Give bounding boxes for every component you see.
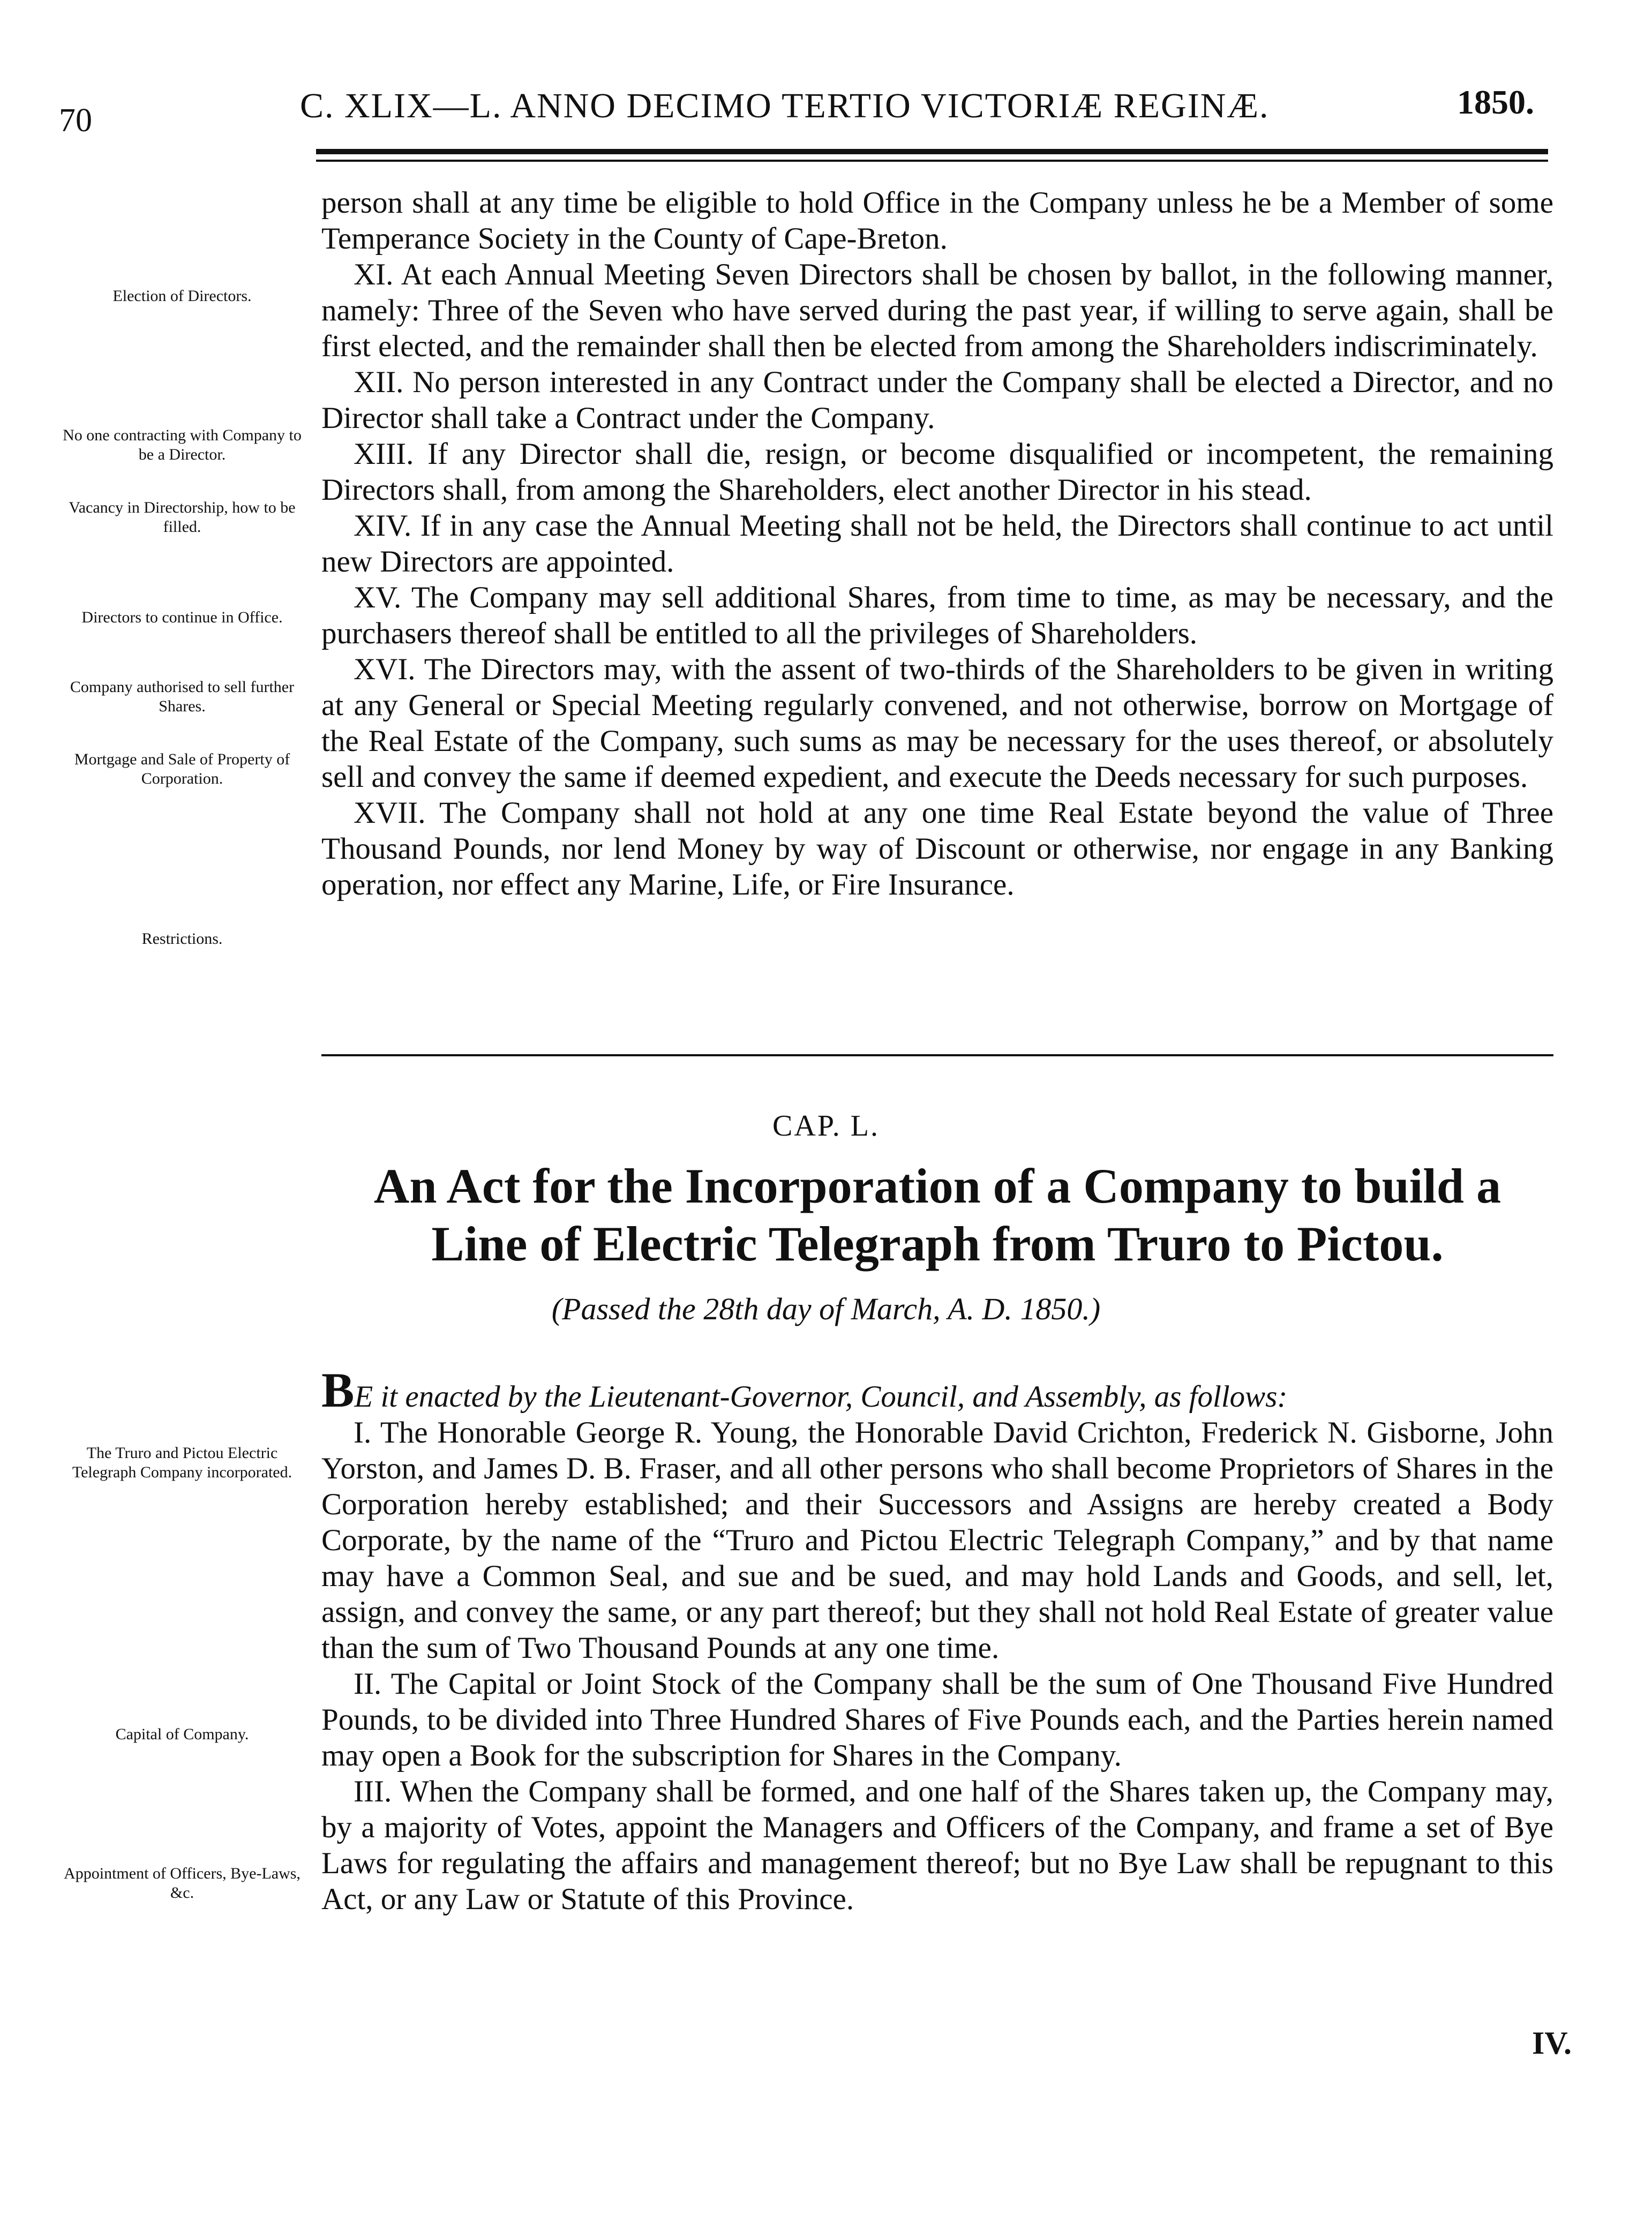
header-rule-thin [316,160,1548,162]
section-xvii: XVII. The Company shall not hold at any one time Real Estate beyond the value of Three Thousand Pounds, nor lend Money by way of Discount or otherwise, nor engage in any Banking operation, nor effect any Marine, Life, or Fire Insurance. [321,796,1553,902]
margin-note-election: Election of Directors. [112,287,252,305]
section-ii: II. The Capital or Joint Stock of the Company shall be the sum of One Thousand Five Hundred Pounds, to be divided into Three Hundred Shares of Five Pounds each, and the Parties herein named may open a Book for the subscription for Shares in the Company. [321,1667,1553,1772]
margin-note-appointment: Appointment of Officers, Bye-Laws, &c. [64,1865,301,1902]
section-xv: XV. The Company may sell additional Shares, from time to time, as may be necessary, and the purchasers thereof shall be entitled to all the privileges of Shareholders. [321,581,1553,650]
margin-note-restrictions: Restrictions. [141,930,223,948]
enacting-text: E it enacted by the Lieutenant-Governor, Council, and Assembly, as follows: [354,1380,1288,1414]
section-iii: III. When the Company shall be formed, and one half of the Shares taken up, the Company may, by a majority of Votes, appoint the Managers and Officers of the Company, and frame a set of Bye Laws for regulating the affairs and management thereof; but no Bye Law shall be repugnant to this Act, or any Law or Statute of this Province. [321,1775,1553,1916]
section-xvi: XVI. The Directors may, with the assent of two-thirds of the Shareholders to be given in writing at any General or Special Meeting regularly convened, and not otherwise, borrow on Mortgage of the Real Estate of the Company, such sums as may be necessary for the uses thereof, or absolutely sell and convey the same if deemed expedient, and execute the Deeds necessary for such purposes. [321,652,1553,794]
catchword: IV. [1532,2025,1572,2061]
margin-note-vacancy: Vacancy in Directorship, how to be filled. [69,499,296,536]
margin-note-capital: Capital of Company. [115,1725,249,1743]
chapter-separator-rule [321,1054,1553,1056]
running-header [0,80,1652,139]
section-continuation: person shall at any time be eligible to hold Office in the Company unless he be a Member of some Temperance Society in the County of Cape-Breton. [321,186,1553,256]
page-number: 70 [59,102,92,139]
drop-cap: B [321,1363,355,1417]
enacting-clause [321,1363,1553,1417]
running-title: C. XLIX—L. ANNO DECIMO TERTIO VICTORIÆ REGINÆ. [300,86,1270,125]
margin-note-continue: Directors to continue in Office. [81,609,283,626]
header-year: 1850. [1457,83,1534,121]
section-xi: XI. At each Annual Meeting Seven Directors shall be chosen by ballot, in the following manner, namely: Three of the Seven who have served during the past year, if willing to serve again, shall be first elected, and the remainder shall then be elected from among the Shareholders indiscriminately. [321,258,1553,363]
upper-text-column [321,185,1553,903]
passed-date: (Passed the 28th day of March, A. D. 1850.) [551,1291,1101,1326]
act-title [316,1157,1559,1273]
margin-note-incorporated: The Truro and Pictou Electric Telegraph Company incorporated. [72,1444,292,1481]
section-xiii: XIII. If any Director shall die, resign, or become disqualified or incompetent, the remaining Directors shall, from among the Shareholders, elect another Director in his stead. [321,437,1553,507]
chapter-number: CAP. L. [772,1109,880,1143]
header-rule-thick [316,149,1548,154]
margin-note-no-contracting: No one contracting with Company to be a Director. [63,426,302,463]
margin-note-mortgage: Mortgage and Sale of Property of Corporation. [74,750,290,787]
act-title-line-1: An Act for the Incorporation of a Company to build a [373,1159,1501,1213]
margin-note-sell-shares: Company authorised to sell further Shares. [70,678,295,715]
chapter-text-column [321,1363,1553,1917]
section-xii: XII. No person interested in any Contract under the Company shall be elected a Director, and no Director shall take a Contract under the Company. [321,365,1553,435]
section-xiv: XIV. If in any case the Annual Meeting shall not be held, the Directors shall continue to act until new Directors are appointed. [321,509,1553,579]
section-i: I. The Honorable George R. Young, the Honorable David Crichton, Frederick N. Gisborne, John Yorston, and James D. B. Fraser, and all other persons who shall become Proprietors of Shares in the Corporation hereby established; and their Successors and Assigns are hereby created a Body Corporate, by the name of the “Truro and Pictou Electric Telegraph Company,” and by that name may have a Common Seal, and sue and be sued, and may hold Lands and Goods, and sell, let, assign, and convey the same, or any part thereof; but they shall not hold Real Estate of greater value than the sum of Two Thousand Pounds at any one time. [321,1416,1553,1665]
act-title-line-2: Line of Electric Telegraph from Truro to Pictou. [431,1216,1444,1271]
